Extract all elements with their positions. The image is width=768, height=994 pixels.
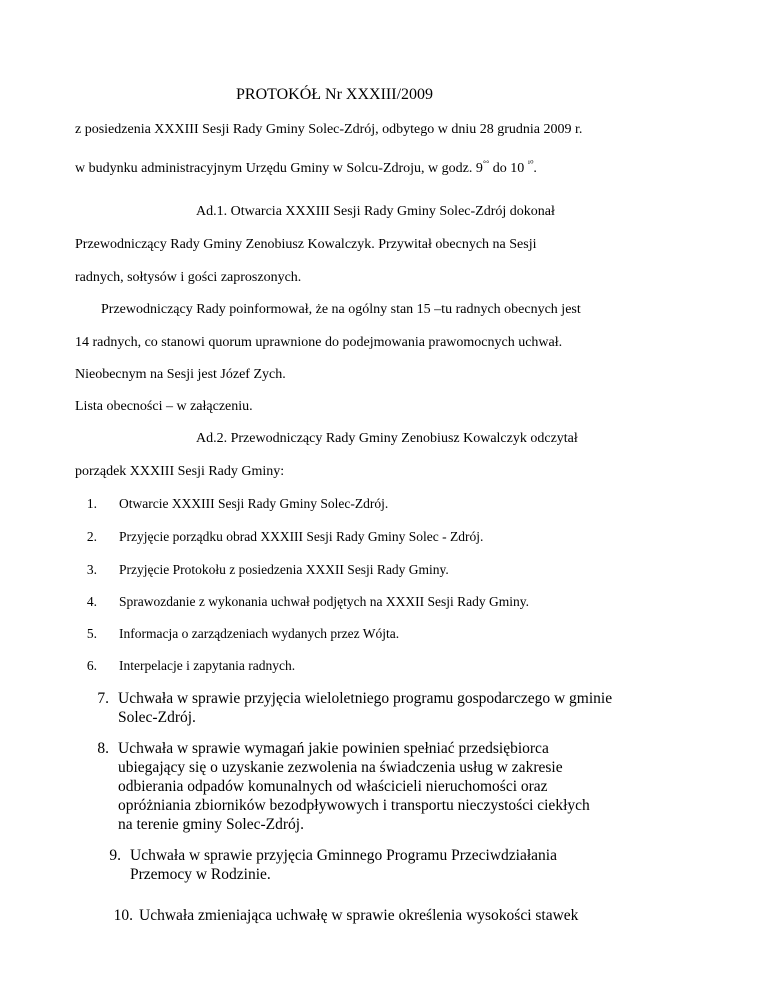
agenda-item-number: 5. [86,626,97,641]
ad2-line-1: Ad.2. Przewodniczący Rady Gminy Zenobiusz Kowalczyk odczytał [196,431,578,446]
agenda-item-number: 8. [97,740,109,757]
agenda-item-text: Uchwała w sprawie przyjęcia wieloletniego programu gospodarczego w gminie [118,690,613,707]
intro-time-text: w budynku administracyjnym Urzędu Gminy w Solcu-Zdroju, w godz. 9 [75,161,483,176]
ad2-line-2: porządek XXXIII Sesji Rady Gminy: [75,464,285,479]
agenda-item-text: Przyjęcie porządku obrad XXXIII Sesji Rady Gminy Solec - Zdrój. [119,529,484,544]
intro-time-mid: do 10 [489,161,528,176]
agenda-item-number: 4. [86,594,97,609]
document-title: PROTOKÓŁ Nr XXXIII/2009 [236,86,434,103]
agenda-item-number: 2. [86,529,97,544]
ad1-line-1: Ad.1. Otwarcia XXXIII Sesji Rady Gminy Solec-Zdrój dokonał [196,204,555,219]
agenda-item-number: 1. [86,496,97,511]
agenda-item-number: 10. [113,907,133,924]
ad1-line-3: radnych, sołtysów i gości zaproszonych. [75,270,302,285]
ad1-line-6: Nieobecnym na Sesji jest Józef Zych. [75,367,286,382]
intro-time-sup-start: °° [482,159,490,168]
agenda-item-text: opróżniania zbiorników bezodpływowych i transportu nieczystości ciekłych [118,797,590,814]
agenda-item-number: 6. [86,658,97,673]
agenda-item-text: Informacja o zarządzeniach wydanych przez Wójta. [119,626,400,641]
intro-line-1: z posiedzenia XXXIII Sesji Rady Gminy Solec-Zdrój, odbytego w dniu 28 grudnia 2009 r. [75,122,583,137]
ad1-line-4: Przewodniczący Rady poinformował, że na ogólny stan 15 –tu radnych obecnych jest [101,302,581,317]
intro-time-sup-end: ¹⁰ [527,159,534,168]
agenda-item-text: na terenie gminy Solec-Zdrój. [118,816,304,833]
agenda-item-number: 3. [86,562,97,577]
agenda-item-text: Przyjęcie Protokołu z posiedzenia XXXII Sesji Rady Gminy. [119,562,449,577]
agenda-item-text: Solec-Zdrój. [118,709,196,726]
agenda-item-text: Przemocy w Rodzinie. [130,866,271,883]
intro-time-end: . [533,161,537,176]
ad1-line-2: Przewodniczący Rady Gminy Zenobiusz Kowalczyk. Przywitał obecnych na Sesji [75,237,537,252]
ad1-line-7: Lista obecności – w załączeniu. [75,399,253,414]
agenda-item-text: Sprawozdanie z wykonania uchwał podjętych na XXXII Sesji Rady Gminy. [119,594,530,609]
agenda-item-number: 9. [109,847,121,864]
agenda-item-text: Uchwała w sprawie przyjęcia Gminnego Programu Przeciwdziałania [130,847,557,864]
agenda-item-text: ubiegający się o uzyskanie zezwolenia na świadczenia usług w zakresie [118,759,563,776]
intro-line-2 [75,156,537,177]
agenda-item-number: 7. [97,690,109,707]
agenda-item-text: odbierania odpadów komunalnych od właścicieli nieruchomości oraz [118,778,548,795]
agenda-item-text: Uchwała w sprawie wymagań jakie powinien spełniać przedsiębiorca [118,740,549,757]
ad1-line-5: 14 radnych, co stanowi quorum uprawnione do podejmowania prawomocnych uchwał. [75,335,563,350]
agenda-item-text: Uchwała zmieniająca uchwałę w sprawie określenia wysokości stawek [139,907,579,924]
agenda-item-text: Interpelacje i zapytania radnych. [119,658,296,673]
agenda-item-text: Otwarcie XXXIII Sesji Rady Gminy Solec-Zdrój. [119,496,389,511]
